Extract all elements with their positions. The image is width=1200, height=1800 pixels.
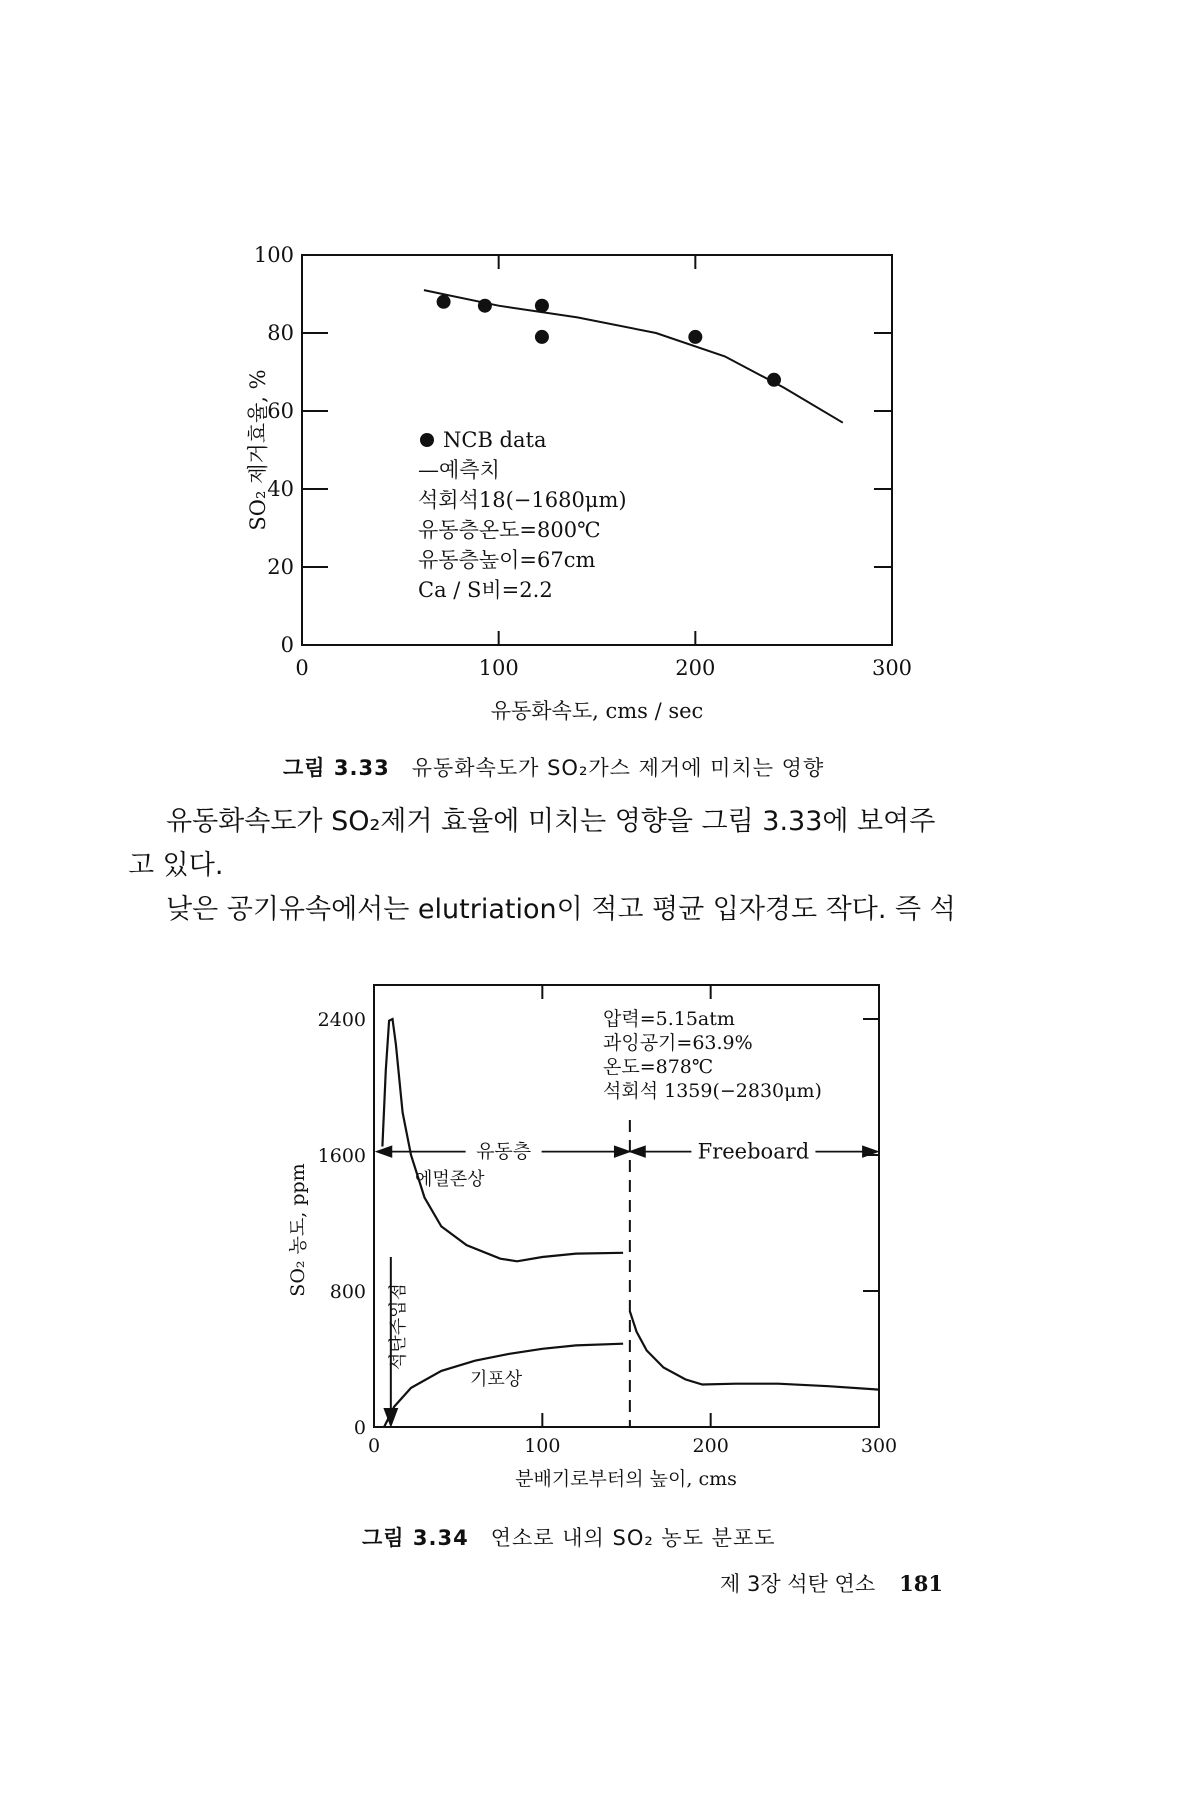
data-point	[535, 330, 549, 344]
y-tick-label: 0	[353, 1417, 366, 1439]
figure-3-33-caption	[283, 752, 824, 782]
data-point	[688, 330, 702, 344]
paragraph-line-2: 고 있다.	[128, 850, 224, 881]
paragraph-line-1: 유동화속도가 SO₂제거 효율에 미치는 영향을 그림 3.33에 보여주	[166, 806, 936, 837]
y-tick-label: 20	[267, 555, 294, 579]
legend-line-label: —예측치	[418, 458, 500, 482]
figure-3-34-caption	[362, 1522, 776, 1552]
coal-feed-label: 석탄주입점	[388, 1283, 409, 1370]
body-paragraph	[128, 800, 1008, 932]
y-tick-label: 60	[267, 399, 294, 423]
freeboard-region-label: Freeboard	[697, 1139, 810, 1164]
y-tick-label: 2400	[317, 1009, 366, 1031]
data-point	[478, 299, 492, 313]
y-tick-label: 800	[329, 1281, 366, 1303]
x-axis-label: 분배기로부터의 높이, cms	[515, 1468, 737, 1490]
curve-bubble-phase	[384, 1344, 623, 1427]
y-axis-label: SO₂ 농도, ppm	[287, 1163, 309, 1297]
coal-feed-arrow	[385, 1257, 397, 1425]
y-axis-label: SO₂ 제거효율, %	[246, 369, 270, 531]
curve-freeboard	[630, 1311, 879, 1389]
y-tick-label: 80	[267, 321, 294, 345]
caption-text: 연소로 내의 SO₂ 농도 분포도	[490, 1526, 776, 1550]
plot-frame	[374, 985, 879, 1427]
region-arrows	[377, 1147, 877, 1157]
condition-excess-air: 과잉공기=63.9%	[603, 1032, 753, 1054]
y-tick-label: 100	[253, 243, 294, 267]
paragraph-line-3: 낮은 공기유속에서는 elutriation이 적고 평균 입자경도 작다. 즉 석	[166, 894, 956, 925]
curve-emulsion-phase	[382, 1019, 623, 1261]
caption-number: 그림 3.33	[283, 756, 390, 780]
x-axis-label: 유동화속도, cms / sec	[490, 699, 704, 723]
x-tick-label: 200	[675, 656, 716, 680]
data-point	[767, 373, 781, 387]
page-number: 181	[899, 1571, 943, 1596]
x-tick-label: 200	[692, 1435, 729, 1457]
x-tick-label: 100	[524, 1435, 561, 1457]
x-tick-label: 0	[295, 656, 309, 680]
caption-text: 유동화속도가 SO₂가스 제거에 미치는 영향	[411, 756, 825, 780]
condition-4: Ca / S비=2.2	[418, 578, 553, 602]
condition-2: 유동층온도=800℃	[418, 518, 601, 542]
data-point	[535, 299, 549, 313]
bed-region-label: 유동층	[476, 1140, 532, 1163]
figure-3-33-chart	[0, 0, 1200, 760]
y-tick-label: 0	[280, 633, 294, 657]
page-footer	[720, 1568, 943, 1598]
condition-limestone: 석회석 1359(−2830μm)	[603, 1080, 822, 1102]
data-point	[437, 295, 451, 309]
x-tick-label: 0	[367, 1435, 381, 1457]
condition-pressure: 압력=5.15atm	[603, 1008, 735, 1030]
legend-marker-label: NCB data	[443, 428, 547, 452]
condition-1: 석회석18(−1680μm)	[418, 488, 627, 512]
plot-frame	[302, 255, 892, 645]
x-tick-label: 300	[860, 1435, 898, 1457]
x-tick-label: 100	[478, 656, 519, 680]
x-tick-label: 300	[871, 656, 913, 680]
y-tick-label: 1600	[317, 1145, 366, 1167]
y-tick-label: 40	[267, 477, 294, 501]
bubble-label: 기포상	[470, 1369, 523, 1390]
emulsion-label: 에멀존상	[415, 1169, 485, 1190]
condition-3: 유동층높이=67cm	[418, 548, 596, 572]
legend-marker-icon	[420, 433, 434, 447]
caption-number: 그림 3.34	[362, 1526, 469, 1550]
condition-temperature: 온도=878℃	[603, 1056, 714, 1078]
chapter-title: 제 3장 석탄 연소	[720, 1572, 876, 1596]
